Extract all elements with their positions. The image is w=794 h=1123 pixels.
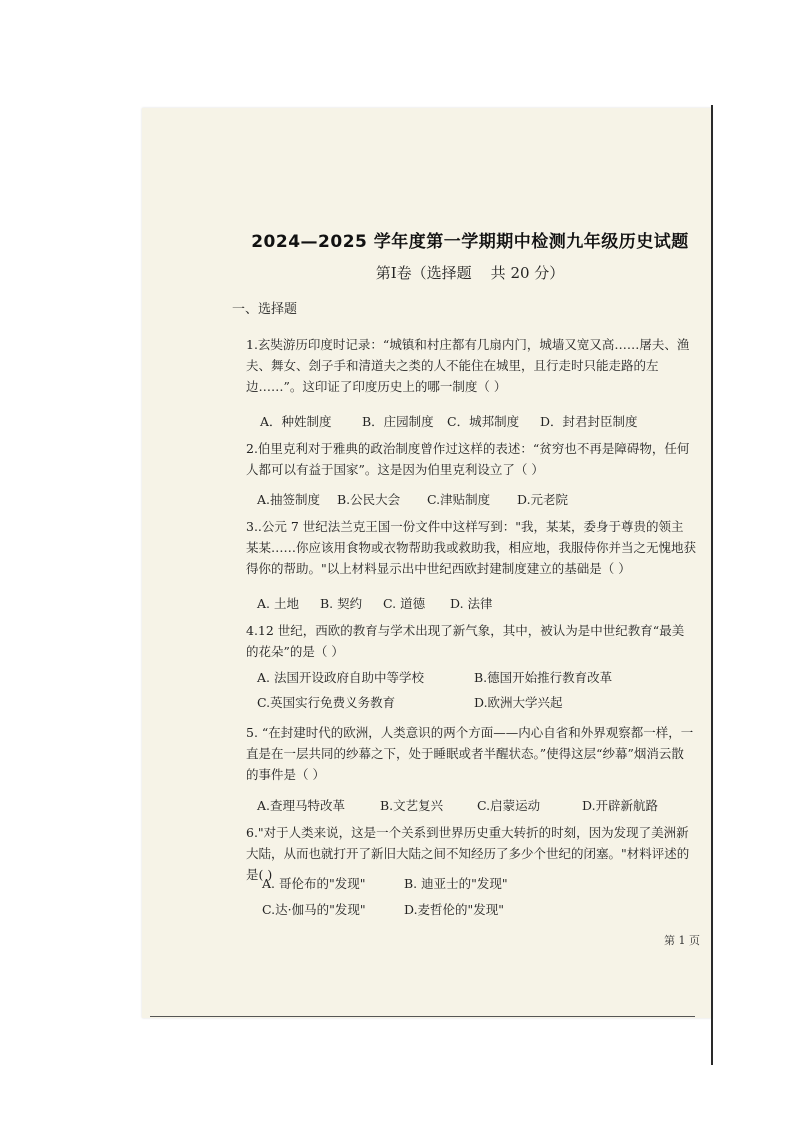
question-1 [246, 334, 696, 397]
option-a: A.抽签制度 [257, 492, 321, 507]
option-d: D.麦哲伦的"发现" [404, 902, 505, 917]
option-c: C. 道德 [383, 596, 426, 611]
option-b: B.文艺复兴 [380, 798, 444, 813]
option-d: D.开辟新航路 [582, 798, 659, 813]
option-d: D. 法律 [450, 596, 493, 611]
page-number: 第 1 页 [664, 934, 700, 947]
option-b: B. 契约 [320, 596, 363, 611]
section-heading: 一、选择题 [232, 302, 298, 317]
question-3 [246, 516, 696, 579]
option-b: B. 迪亚士的"发现" [404, 876, 508, 891]
option-b: B.公民大会 [337, 492, 401, 507]
option-b: B．庄园制度 [362, 414, 434, 429]
exam-title: 2024—2025 学年度第一学期期中检测九年级历史试题 [251, 232, 689, 252]
option-d: D.欧洲大学兴起 [474, 695, 563, 710]
option-c: C．城邦制度 [447, 414, 520, 429]
question-5-text: 5. “在封建时代的欧洲，人类意识的两个方面——内心自省和外界观察都一样，一直是在一层共同的纱幕之下，处于睡眠或者半醒状态。”使得这层“纱幕”烟消云散的事件是（ ） [246, 725, 694, 782]
option-b: B.德国开始推行教育改革 [474, 670, 613, 685]
question-2-text: 2.伯里克利对于雅典的政治制度曾作过这样的表述：“贫穷也不再是障碍物，任何人都可以有益于国家”。这是因为伯里克利设立了（ ） [246, 441, 690, 477]
question-4 [246, 620, 696, 662]
question-1-text: 1.玄奘游历印度时记录：“城镇和村庄都有几扇内门，城墙又宽又高……屠夫、渔夫、舞女、刽子手和清道夫之类的人不能住在城里，且行走时只能走路的左边……”。这印证了印度历史上的哪一制度（ ） [246, 337, 690, 394]
option-d: D.元老院 [517, 492, 569, 507]
option-d: D．封君封臣制度 [540, 414, 638, 429]
option-a: A. 法国开设政府自助中等学校 [257, 670, 424, 685]
question-6-text: 6."对于人类来说，这是一个关系到世界历史重大转折的时刻，因为发现了美洲新大陆，从而也就打开了新旧大陆之间不知经历了多少个世纪的闭塞。"材料评述的是( ) [246, 825, 690, 882]
question-2 [246, 438, 696, 480]
option-a: A．种姓制度 [260, 414, 332, 429]
question-3-text: 3..公元 7 世纪法兰克王国一份文件中这样写到："我，某某，委身于尊贵的领主某某……你应该用食物或衣物帮助我或救助我，相应地，我服侍你并当之无愧地获得你的帮助。"以上材料显示出中世纪西欧封建制度建立的基础是（ ） [246, 519, 697, 576]
option-c: C.津贴制度 [427, 492, 491, 507]
option-c: C.启蒙运动 [477, 798, 541, 813]
option-a: A. 哥伦布的"发现" [262, 876, 366, 891]
option-a: A. 土地 [257, 596, 299, 611]
option-a: A.查理马特改革 [257, 798, 346, 813]
option-c: C.英国实行免费义务教育 [257, 695, 396, 710]
question-5 [246, 722, 696, 785]
option-c: C.达·伽马的"发现" [262, 902, 366, 917]
exam-subtitle: 第Ⅰ卷（选择题 共 20 分） [375, 264, 565, 282]
question-4-text: 4.12 世纪，西欧的教育与学术出现了新气象，其中，被认为是中世纪教育“最美的花朵”的是（ ） [246, 623, 685, 659]
